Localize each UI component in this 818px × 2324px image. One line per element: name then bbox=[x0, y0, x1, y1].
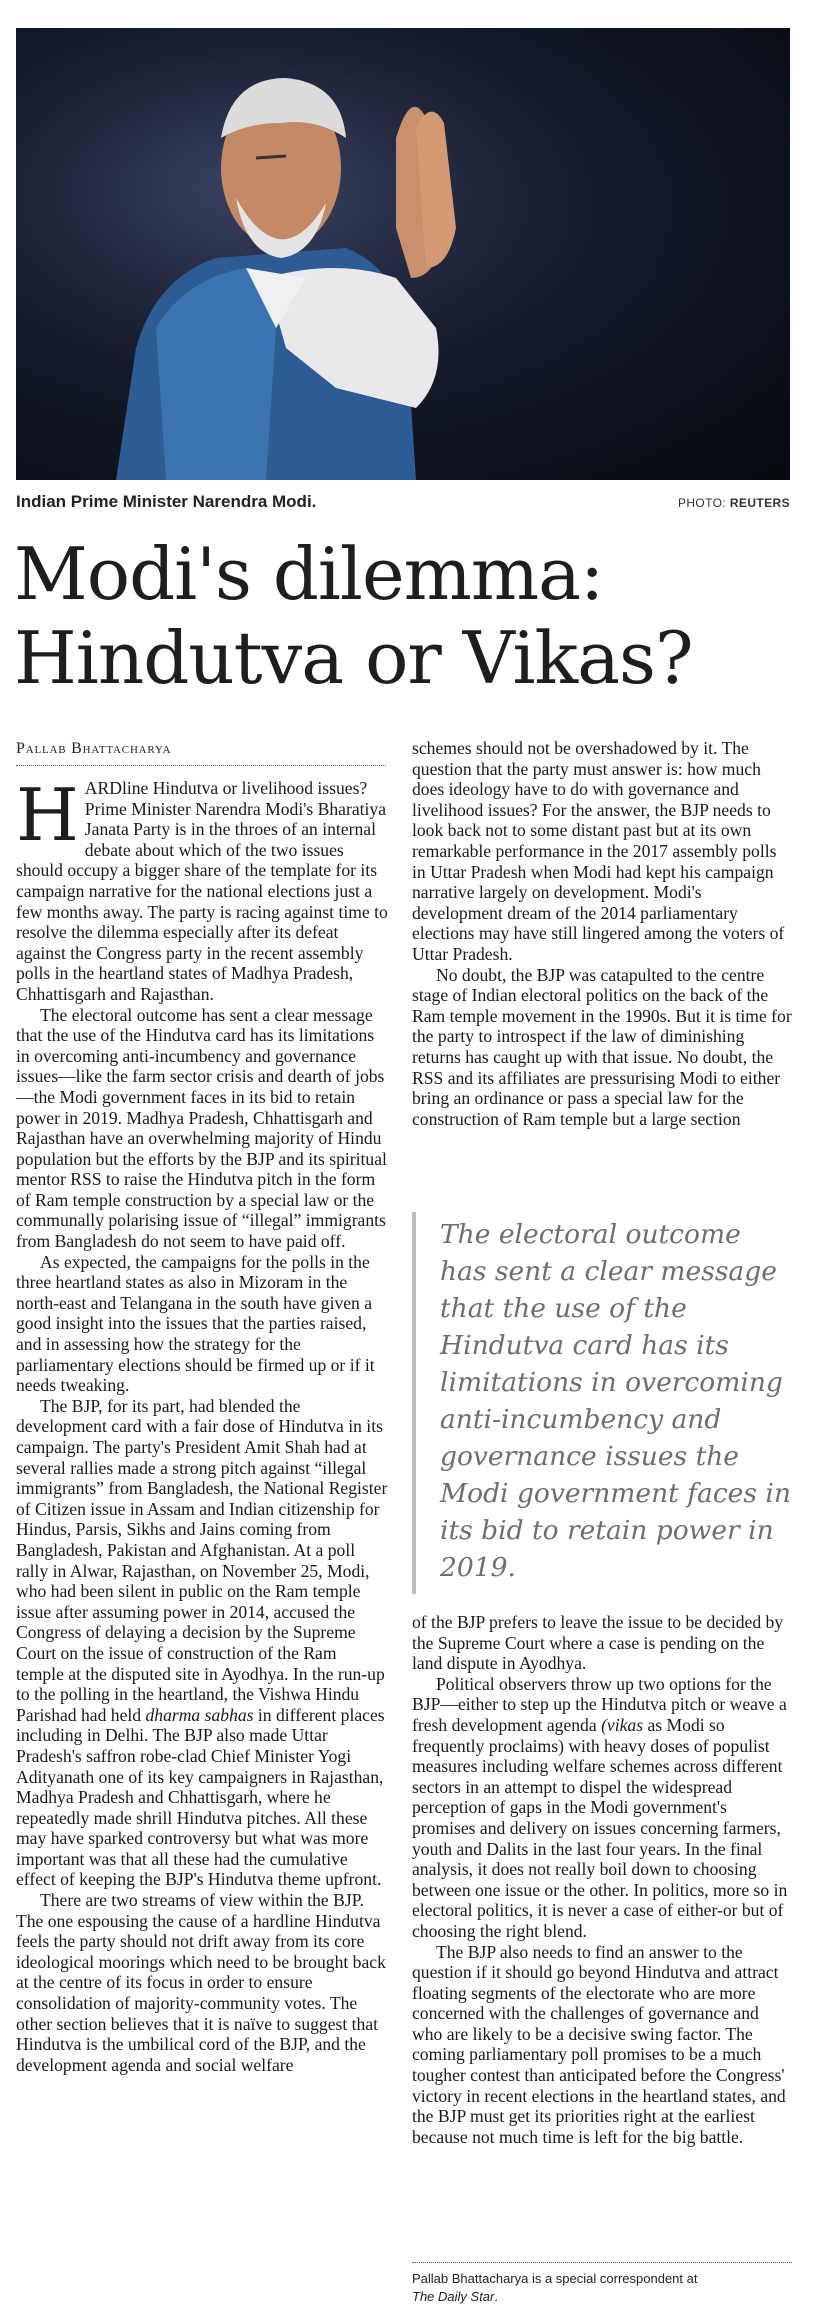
paragraph-7-text-a: Political observers throw up two options for the BJP—either to step up the Hindutva pitch or weave a fresh development agenda bbox=[412, 1673, 787, 1735]
paragraph-6a: No doubt, the BJP was catapulted to the centre stage of Indian electoral politics on the back of the Ram temple movement in the 1990s. But it is time for the party to introspect if the law of diminishing returns has caught up with that issue. No doubt, the RSS and its affiliates are pressurising Modi to either bring an ordinance or pass a special law for the construction of Ram temple but a large section bbox=[412, 964, 792, 1129]
footer-divider bbox=[412, 2262, 792, 2263]
headline bbox=[14, 532, 804, 700]
byline: Pallab Bhattacharya bbox=[16, 740, 172, 757]
paragraph-7-italic: (vikas bbox=[601, 1714, 644, 1735]
photo-credit-source: REUTERS bbox=[729, 496, 790, 510]
drop-cap: H bbox=[16, 773, 79, 857]
paragraph-4 bbox=[16, 1396, 388, 1890]
paragraph-6b: of the BJP prefers to leave the issue to be decided by the Supreme Court where a case is pending on the land dispute in Ayodhya. bbox=[412, 1612, 784, 1674]
paragraph-5: There are two streams of view within the BJP. The one espousing the cause of a hardline Hindutva feels the party should not drift away from its core ideological moorings which need to be brought back at the centre of its focus in order to ensure consolidation of majority-community votes. The other section believes that it is naïve to suggest that Hindutva is the umbilical cord of the BJP, and the development agenda and social welfare bbox=[16, 1890, 386, 2075]
photo-credit-label: PHOTO: bbox=[677, 496, 727, 510]
paragraph-4-text-b: in different places including in Delhi. The BJP also made Uttar Pradesh's saffron robe-clad Chief Minister Yogi Adityanath one of its key campaigners in Rajasthan, Madhya Pradesh and Chhattisgarh, where he repeatedly made shrill Hindutva pitches. All these may have sparked controversy but what was more important was that all these had the cumulative effect of keeping the BJP's Hindutva theme upfront. bbox=[16, 1704, 385, 1890]
paragraph-1 bbox=[16, 773, 388, 1005]
photo-caption: Indian Prime Minister Narendra Modi. bbox=[16, 492, 317, 511]
paragraph-7 bbox=[412, 1674, 792, 1942]
photo-credit bbox=[678, 496, 790, 510]
author-note-end: . bbox=[494, 2289, 498, 2304]
paragraph-8: The BJP also needs to find an answer to the question if it should go beyond Hindutva and attract floating segments of the electorate who are more concerned with the challenges of governance and who are likely to be a decisive swing factor. The coming parliamentary poll promises to be a much tougher contest than anticipated before the Congress' victory in recent elections in the heartland states, and the BJP must get its priorities right at the earliest because not much time is left for the big battle. bbox=[412, 1941, 786, 2147]
modi-photo bbox=[16, 28, 790, 480]
paragraph-4-italic: dharma sabhas bbox=[145, 1704, 254, 1725]
byline-divider bbox=[16, 765, 386, 766]
paragraph-2-text-b: immigrants from Bangladesh do not seem to have paid off. bbox=[16, 1210, 386, 1252]
paragraph-3: As expected, the campaigns for the polls in the three heartland states as also in Mizoram in the north-east and Telangana in the south have given a good insight into the issues that the parties raised, and in assessing how the strategy for the parliamentary elections should be firmed up or if it needs tweaking. bbox=[16, 1251, 375, 1396]
pull-quote bbox=[412, 1212, 796, 1594]
article-column-2 bbox=[412, 738, 792, 1129]
author-note-text: Pallab Bhattacharya is a special correspondent at bbox=[412, 2271, 698, 2286]
paragraph-4-text-a: The BJP, for its part, had blended the development card with a fair dose of Hindutva in its campaign. The party's President Amit Shah had at several rallies made a strong pitch against “illegal immigrants” from Bangladesh, the National Register of Citizen issue in Assam and Indian citizenship for Hindus, Parsis, Sikhs and Jains coming from Bangladesh, Pakistan and Afghanistan. At a poll rally in Alwar, Rajasthan, on November 25, Modi, who had been silent in public on the Ram temple issue after assuming power in 2014, accused the Congress of delaying a decision by the Supreme Court on the issue of construction of the Ram temple at the disputed site in Ayodhya. In the run-up to the polling in the heartland, the Vishwa Hindu Parishad had held bbox=[16, 1395, 388, 1725]
article-column-1 bbox=[16, 773, 388, 2075]
paragraph-1-text: ARDline Hindutva or livelihood issues? Prime Minister Narendra Modi's Bharatiya Janata Party is in the throes of an internal debate about which of the two issues should occupy a bigger share of the template for its campaign narrative for the national elections just a few months away. The party is racing against time to resolve the dilemma especially after its defeat against the Congress party in the recent assembly polls in the heartland states of Madhya Pradesh, Chhattisgarh and Rajasthan. bbox=[16, 778, 388, 1004]
paragraph-2-text-a: The electoral outcome has sent a clear message that the use of the Hindutva card has its limitations in overcoming anti-incumbency and governance issues—like the farm sector crisis and dearth of jobs—the Modi government faces in its bid to retain power in 2019. Madhya Pradesh, Chhattisgarh and Rajasthan have an overwhelming majority of Hindu population but the efforts by the BJP and its spiritual mentor RSS to raise the Hindutva pitch in the form of Ram temple construction by a special law or the communally polarising issue of bbox=[16, 1004, 387, 1231]
pull-quote-text: The electoral outcome has sent a clear message that the use of the Hindutva card has its limitations in overcoming anti-incumbency and governance issues the Modi government faces in its bid to retain power in 2019. bbox=[440, 1219, 791, 1583]
paragraph-5-continued: schemes should not be overshadowed by it. The question that the party must answer is: how much does ideology have to do with governance and livelihood issues? For the answer, the BJP needs to look back not to some distant past but at its own remarkable performance in the 2017 assembly polls in Uttar Pradesh when Modi had kept his campaign narrative largely on development. Modi's development dream of the 2014 parliamentary elections may have still lingered among the voters of Uttar Pradesh. bbox=[412, 738, 785, 964]
paragraph-2-quoted: “illegal” bbox=[241, 1210, 302, 1231]
modi-portrait-illustration bbox=[16, 28, 790, 480]
author-note bbox=[412, 2270, 792, 2306]
author-note-publication: The Daily Star bbox=[412, 2289, 495, 2304]
paragraph-7-text-b: as Modi so frequently proclaims) with heavy doses of populist measures including welfare schemes across different sectors in an attempt to dispel the widespread perception of gaps in the Modi government's promises and delivery on issues concerning farmers, youth and Dalits in the last four years. In the final analysis, it does not really boil down to choosing between one issue or the other. In politics, more so in electoral politics, it is never a case of either-or but of choosing the right blend. bbox=[412, 1714, 788, 1941]
headline-line-1: Modi's dilemma: bbox=[14, 532, 604, 616]
article-column-2-lower bbox=[412, 1612, 792, 2147]
photo-caption-row bbox=[16, 490, 790, 514]
paragraph-2 bbox=[16, 1005, 388, 1252]
headline-line-2: Hindutva or Vikas? bbox=[14, 616, 693, 700]
